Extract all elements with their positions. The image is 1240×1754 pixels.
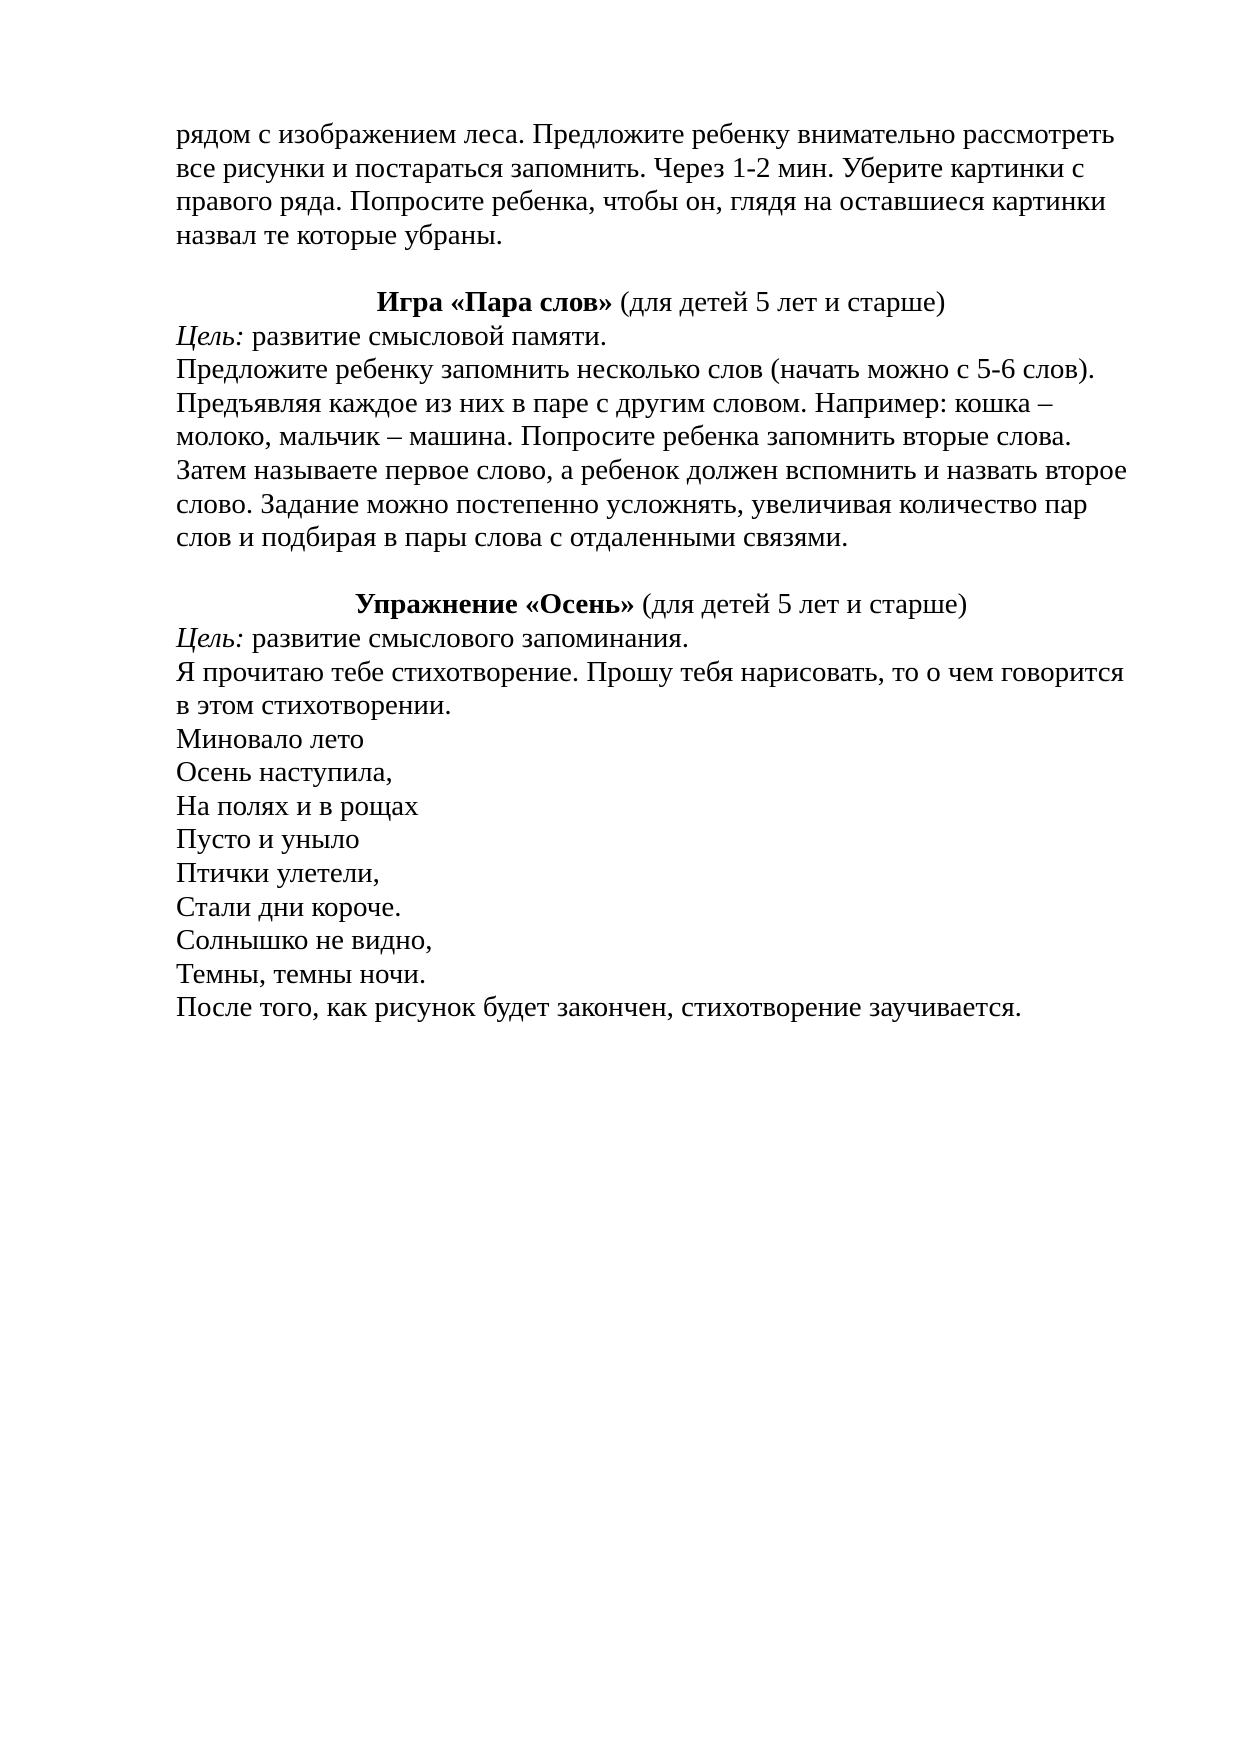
document-page: [176, 118, 1146, 1025]
poem-line: На полях и в рощах: [176, 789, 419, 822]
text-line: молоко, мальчик – машина. Попросите ребенка запомнить вторые слова.: [176, 420, 1072, 453]
text-line: Я прочитаю тебе стихотворение. Прошу тебя нарисовать, то о чем говорится: [176, 655, 1124, 688]
goal-label: Цель:: [176, 621, 245, 654]
intro-paragraph: [176, 118, 1146, 252]
poem-line: Пусто и уныло: [176, 823, 360, 856]
goal-line: [176, 622, 1146, 656]
spacer: [176, 555, 1146, 589]
poem-line: Осень наступила,: [176, 756, 393, 789]
text-line: слов и подбирая в пары слова с отдаленными связями.: [176, 521, 849, 554]
text-line: слово. Задание можно постепенно усложнять, увеличивая количество пар: [176, 487, 1088, 520]
spacer: [176, 252, 1146, 286]
poem-line: Миновало лето: [176, 722, 365, 755]
heading-title: Игра «Пара слов»: [376, 285, 613, 318]
goal-line: [176, 320, 1146, 354]
section-heading: [176, 588, 1146, 622]
goal-label: Цель:: [176, 319, 245, 352]
poem-line: Стали дни короче.: [176, 890, 402, 923]
text-line: все рисунки и постараться запомнить. Через 1-2 мин. Уберите картинки с: [176, 151, 1085, 184]
text-line: рядом с изображением леса. Предложите ребенку внимательно рассмотреть: [176, 118, 1115, 150]
text-line: Предложите ребенку запомнить несколько слов (начать можно с 5-6 слов).: [176, 353, 1096, 386]
poem-line: Птички улетели,: [176, 857, 380, 890]
section-heading: [176, 286, 1146, 320]
section-pair-of-words: [176, 286, 1146, 555]
text-line: назвал те которые убраны.: [176, 218, 503, 251]
heading-title: Упражнение «Осень»: [354, 588, 635, 621]
text-line: После того, как рисунок будет закончен, стихотворение заучивается.: [176, 991, 1022, 1024]
text-line: правого ряда. Попросите ребенка, чтобы он, глядя на оставшиеся картинки: [176, 185, 1106, 218]
text-line: Предъявляя каждое из них в паре с другим словом. Например: кошка –: [176, 386, 1053, 419]
section-autumn: [176, 588, 1146, 1025]
poem-line: Солнышко не видно,: [176, 924, 433, 957]
text-line: в этом стихотворении.: [176, 689, 452, 722]
text-line: Затем называете первое слово, а ребенок должен вспомнить и назвать второе: [176, 453, 1127, 486]
goal-text: развитие смыслового запоминания.: [244, 621, 689, 654]
heading-subtitle: (для детей 5 лет и старше): [612, 285, 946, 318]
poem-line: Темны, темны ночи.: [176, 957, 427, 990]
goal-text: развитие смысловой памяти.: [244, 319, 608, 352]
heading-subtitle: (для детей 5 лет и старше): [634, 588, 968, 621]
